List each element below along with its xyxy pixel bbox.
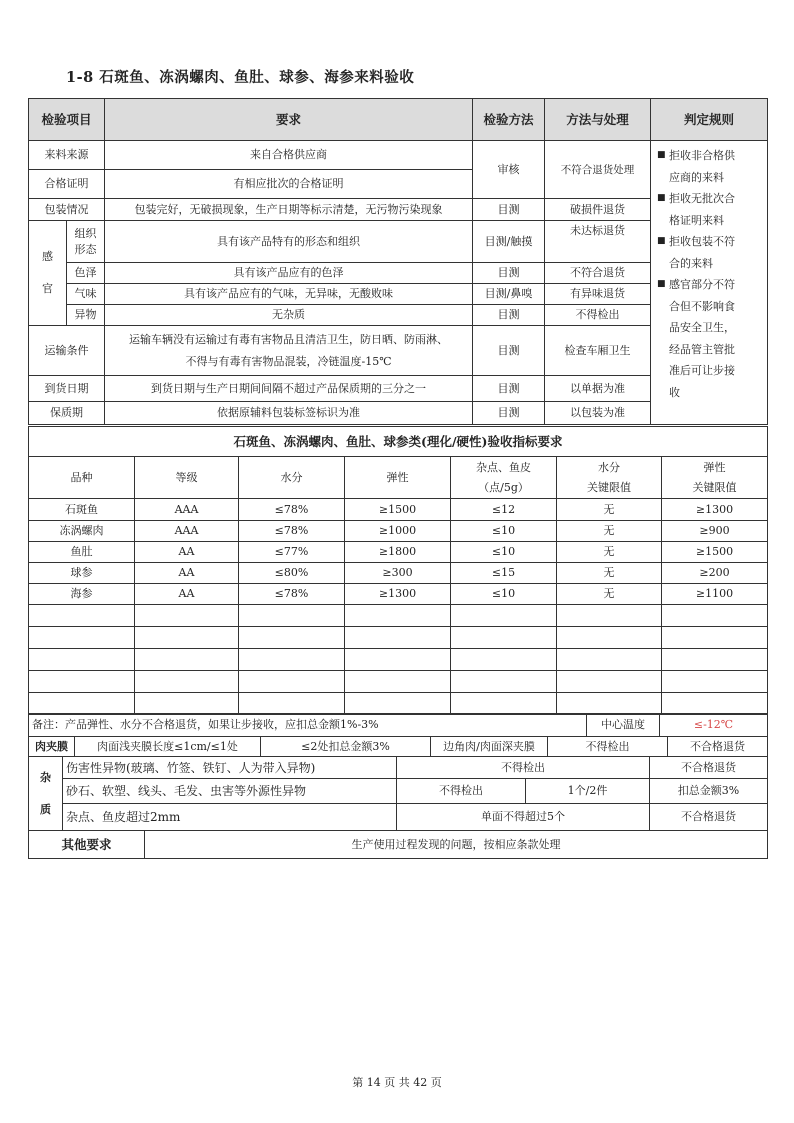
header-handling: 方法与处理: [545, 99, 651, 141]
meat-film-c4: 不得检出: [548, 737, 668, 757]
spec-moisture: ≤80%: [239, 563, 345, 584]
other-table: [28, 830, 768, 859]
color-handling: 不符合退货: [545, 263, 651, 284]
header-rule: 判定规则: [651, 99, 768, 141]
spec-moist-key: 无: [557, 563, 662, 584]
meat-film-table: [28, 736, 768, 757]
transport-item: 运输条件: [29, 326, 105, 376]
meat-film-c1: 肉面浅夹膜长度≤1cm/≤1处: [75, 737, 261, 757]
spec-h-elasticity: 弹性: [345, 457, 451, 499]
color-sub: 色泽: [67, 263, 105, 284]
note-table: [28, 713, 768, 737]
cert-item: 合格证明: [29, 170, 105, 199]
rule-2: ■ 拒收无批次合 格证明来料: [657, 192, 736, 227]
rule-3: ■ 拒收包装不符 合的来料: [657, 235, 736, 270]
shelf-req: 依据原辅料包装标签标识为准: [105, 402, 473, 425]
rule-1: ■ 拒收非合格供 应商的来料: [657, 149, 736, 184]
impurity-r3-desc: 杂点、鱼皮超过2mm: [63, 804, 397, 831]
spec-spots: ≤12: [451, 499, 557, 521]
spec-variety: 球参: [29, 563, 135, 584]
smell-handling: 有异味退货: [545, 284, 651, 305]
meat-film-c3: 边角肉/肉面深夹膜: [431, 737, 548, 757]
impurity-r3-result: 不合格退货: [650, 804, 768, 831]
color-req: 具有该产品应有的色泽: [105, 263, 473, 284]
smell-req: 具有该产品应有的气味，无异味，无酸败味: [105, 284, 473, 305]
source-req: 来自合格供应商: [105, 141, 473, 170]
spec-spots: ≤10: [451, 584, 557, 605]
spec-moisture: ≤78%: [239, 521, 345, 542]
shelf-method: 目测: [473, 402, 545, 425]
transport-req: 运输车辆没有运输过有毒有害物品且清洁卫生，防日晒、防雨淋、 不得与有毒有害物品混装，冷链温度-15℃: [105, 326, 473, 376]
form-handling: 未达标退货: [545, 221, 651, 263]
spec-grade: AA: [135, 542, 239, 563]
spec-row: [29, 542, 768, 563]
spec-h-moist-key: 水分 关键限值: [557, 457, 662, 499]
spec-grade: AAA: [135, 521, 239, 542]
spec-elasticity: ≥1000: [345, 521, 451, 542]
meat-film-label: 肉夹膜: [29, 737, 75, 757]
spec-moist-key: 无: [557, 499, 662, 521]
spec-variety: 鱼肚: [29, 542, 135, 563]
spec-variety: 石斑鱼: [29, 499, 135, 521]
inspection-table: [28, 98, 768, 425]
spec-elasticity: ≥1300: [345, 584, 451, 605]
spec-empty-row: [29, 671, 768, 693]
spec-spots: ≤15: [451, 563, 557, 584]
spec-row: [29, 499, 768, 521]
pack-item: 包装情况: [29, 199, 105, 221]
rule-4: ■ 感官部分不符 合但不影响食 品安全卫生， 经品管主管批 准后可让步接 收: [657, 278, 736, 399]
impurity-r2-result: 扣总金额3%: [650, 779, 768, 804]
impurity-label: 杂 质: [29, 757, 63, 831]
arrival-item: 到货日期: [29, 376, 105, 402]
spec-h-elast-key: 弹性 关键限值: [662, 457, 768, 499]
spec-moisture: ≤77%: [239, 542, 345, 563]
impurity-r2-desc: 砂石、软塑、线头、毛发、虫害等外源性异物: [63, 779, 397, 804]
foreign-method: 目测: [473, 305, 545, 326]
spec-elast-key: ≥1100: [662, 584, 768, 605]
spec-empty-row: [29, 693, 768, 715]
spec-table: [28, 426, 768, 715]
spec-variety: 冻涡螺肉: [29, 521, 135, 542]
spec-grade: AA: [135, 584, 239, 605]
pack-handling: 破损件退货: [545, 199, 651, 221]
header-item: 检验项目: [29, 99, 105, 141]
shelf-handling: 以包装为准: [545, 402, 651, 425]
impurity-r2-limit: 不得检出: [397, 779, 526, 804]
form-method: 目测/触摸: [473, 221, 545, 263]
spec-moist-key: 无: [557, 542, 662, 563]
spec-row: [29, 521, 768, 542]
spec-empty-row: [29, 649, 768, 671]
cert-req: 有相应批次的合格证明: [105, 170, 473, 199]
spec-moisture: ≤78%: [239, 584, 345, 605]
spec-empty-row: [29, 627, 768, 649]
source-cert-method: 审核: [473, 141, 545, 199]
transport-method: 目测: [473, 326, 545, 376]
transport-handling: 检查车厢卫生: [545, 326, 651, 376]
rules-cell: [651, 141, 768, 425]
spec-h-spots: 杂点、鱼皮 （点/5g）: [451, 457, 557, 499]
arrival-method: 目测: [473, 376, 545, 402]
spec-elasticity: ≥1800: [345, 542, 451, 563]
page-title: 1-8 石斑鱼、冻涡螺肉、鱼肚、球参、海参来料验收: [66, 69, 415, 86]
impurity-r1-limit: 不得检出: [397, 757, 650, 779]
spec-title: 石斑鱼、冻涡螺肉、鱼肚、球参类(理化/硬性)验收指标要求: [29, 427, 768, 457]
source-cert-handling: 不符合退货处理: [545, 141, 651, 199]
foreign-sub: 异物: [67, 305, 105, 326]
other-label: 其他要求: [29, 831, 145, 859]
spec-spots: ≤10: [451, 521, 557, 542]
spec-variety: 海参: [29, 584, 135, 605]
color-method: 目测: [473, 263, 545, 284]
smell-sub: 气味: [67, 284, 105, 305]
sense-label: 感 官: [29, 221, 67, 326]
spec-elasticity: ≥300: [345, 563, 451, 584]
spec-grade: AA: [135, 563, 239, 584]
spec-elast-key: ≥1300: [662, 499, 768, 521]
page-footer: 第 14 页 共 42 页: [352, 1076, 442, 1089]
impurity-r3-limit: 单面不得超过5个: [397, 804, 650, 831]
spec-elast-key: ≥200: [662, 563, 768, 584]
spec-row: [29, 563, 768, 584]
spec-elast-key: ≥900: [662, 521, 768, 542]
impurity-table: [28, 756, 768, 831]
center-temp-value: ≤-12℃: [660, 714, 768, 737]
meat-film-c2: ≤2处扣总金额3%: [261, 737, 431, 757]
note-text: 备注：产品弹性、水分不合格退货，如果让步接收，应扣总金额1%-3%: [29, 714, 587, 737]
form-req: 具有该产品特有的形态和组织: [105, 221, 473, 263]
header-method: 检验方法: [473, 99, 545, 141]
header-requirement: 要求: [105, 99, 473, 141]
spec-moist-key: 无: [557, 584, 662, 605]
spec-h-grade: 等级: [135, 457, 239, 499]
spec-elast-key: ≥1500: [662, 542, 768, 563]
impurity-r2-count: 1个/2件: [526, 779, 650, 804]
spec-moisture: ≤78%: [239, 499, 345, 521]
center-temp-label: 中心温度: [587, 714, 660, 737]
form-sub: 组织 形态: [67, 221, 105, 263]
foreign-handling: 不得检出: [545, 305, 651, 326]
pack-method: 目测: [473, 199, 545, 221]
spec-spots: ≤10: [451, 542, 557, 563]
spec-moist-key: 无: [557, 521, 662, 542]
arrival-handling: 以单据为准: [545, 376, 651, 402]
foreign-req: 无杂质: [105, 305, 473, 326]
other-text: 生产使用过程发现的问题，按相应条款处理: [145, 831, 768, 859]
impurity-r1-result: 不合格退货: [650, 757, 768, 779]
pack-req: 包装完好，无破损现象，生产日期等标示清楚，无污物污染现象: [105, 199, 473, 221]
spec-empty-row: [29, 605, 768, 627]
spec-h-variety: 品种: [29, 457, 135, 499]
arrival-req: 到货日期与生产日期间间隔不超过产品保质期的三分之一: [105, 376, 473, 402]
source-item: 来料来源: [29, 141, 105, 170]
spec-elasticity: ≥1500: [345, 499, 451, 521]
spec-h-moisture: 水分: [239, 457, 345, 499]
spec-grade: AAA: [135, 499, 239, 521]
smell-method: 目测/鼻嗅: [473, 284, 545, 305]
meat-film-c5: 不合格退货: [668, 737, 768, 757]
shelf-item: 保质期: [29, 402, 105, 425]
impurity-r1-desc: 伤害性异物(玻璃、竹签、铁钉、人为带入异物): [63, 757, 397, 779]
spec-row: [29, 584, 768, 605]
